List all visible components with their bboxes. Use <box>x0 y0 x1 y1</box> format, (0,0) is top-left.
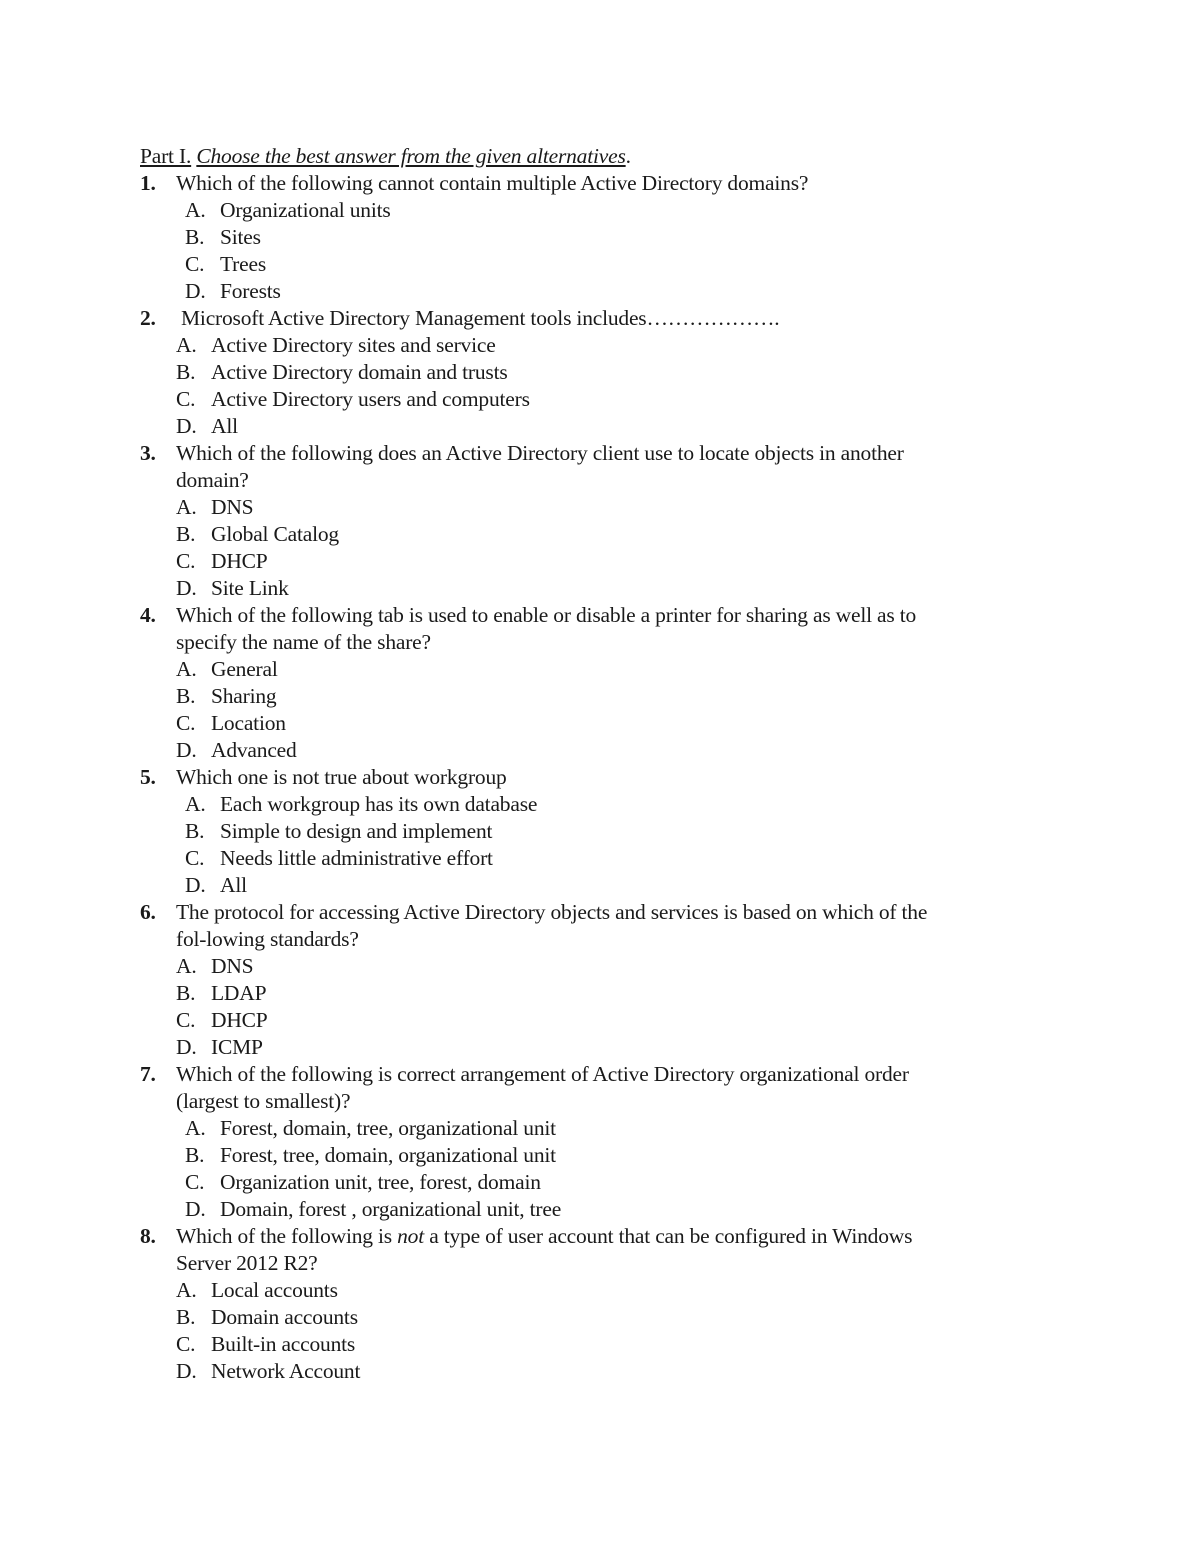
question-text-line-1: Which of the following does an Active Directory client use to locate objects in another <box>176 441 904 465</box>
option-b <box>176 359 1040 386</box>
question-number: 6. <box>140 900 156 924</box>
question-7 <box>140 1061 1040 1223</box>
option-letter: B. <box>176 684 196 708</box>
option-d <box>176 413 1040 440</box>
question-text-line-2: specify the name of the share? <box>176 630 431 654</box>
question-8 <box>140 1223 1040 1385</box>
option-c <box>176 1331 1040 1358</box>
question-stem <box>140 1061 1040 1115</box>
option-c <box>176 548 1040 575</box>
option-letter: D. <box>176 414 197 438</box>
option-text: DNS <box>211 495 254 519</box>
question-text-line-2: domain? <box>176 468 249 492</box>
option-text: Global Catalog <box>211 522 339 546</box>
option-text: Sharing <box>211 684 277 708</box>
option-text: DHCP <box>211 1008 268 1032</box>
question-text-pre: Which of the following is <box>176 1224 392 1248</box>
option-text: LDAP <box>211 981 267 1005</box>
option-a <box>176 656 1040 683</box>
heading-period: . <box>625 144 631 168</box>
option-text: Simple to design and implement <box>220 819 493 843</box>
question-text-line-1: Which of the following is correct arrangement of Active Directory organizational order <box>176 1062 909 1086</box>
option-list <box>140 656 1040 764</box>
option-letter: D. <box>176 738 197 762</box>
option-c <box>176 710 1040 737</box>
option-list <box>140 197 1040 305</box>
option-letter: B. <box>185 819 205 843</box>
option-text: All <box>220 873 247 897</box>
question-number: 5. <box>140 765 156 789</box>
option-letter: A. <box>176 333 197 357</box>
option-text: Forest, tree, domain, organizational unit <box>220 1143 556 1167</box>
option-text: ICMP <box>211 1035 263 1059</box>
option-b <box>185 224 1040 251</box>
option-text: Network Account <box>211 1359 361 1383</box>
question-4 <box>140 602 1040 764</box>
option-text: Each workgroup has its own database <box>220 792 538 816</box>
option-list <box>140 953 1040 1061</box>
option-d <box>185 1196 1040 1223</box>
option-text: Trees <box>220 252 266 276</box>
option-c <box>185 251 1040 278</box>
question-6 <box>140 899 1040 1061</box>
option-letter: B. <box>185 1143 205 1167</box>
question-5 <box>140 764 1040 899</box>
option-text: Location <box>211 711 286 735</box>
exam-body <box>140 143 1040 1385</box>
option-text: Sites <box>220 225 261 249</box>
question-text: Which one is not true about workgroup <box>176 765 507 789</box>
option-text: Built-in accounts <box>211 1332 356 1356</box>
question-text-line-2: fol-lowing standards? <box>176 927 359 951</box>
option-letter: A. <box>176 1278 197 1302</box>
option-d <box>185 278 1040 305</box>
option-d <box>176 1034 1040 1061</box>
option-text: Needs little administrative effort <box>220 846 493 870</box>
option-list <box>140 791 1040 899</box>
option-text: Advanced <box>211 738 297 762</box>
option-text: DNS <box>211 954 254 978</box>
option-letter: C. <box>176 549 196 573</box>
option-letter: D. <box>176 1359 197 1383</box>
option-c <box>176 1007 1040 1034</box>
option-text: Active Directory domain and trusts <box>211 360 508 384</box>
option-letter: B. <box>185 225 205 249</box>
option-text: DHCP <box>211 549 268 573</box>
question-2 <box>140 305 1040 440</box>
option-b <box>176 683 1040 710</box>
option-b <box>176 1304 1040 1331</box>
question-text-line-1: The protocol for accessing Active Directory objects and services is based on which of the <box>176 900 928 924</box>
option-b <box>176 980 1040 1007</box>
question-stem <box>140 1223 1040 1277</box>
question-1 <box>140 170 1040 305</box>
part-label: Part I. <box>140 144 192 168</box>
option-letter: A. <box>176 495 197 519</box>
option-letter: D. <box>185 873 206 897</box>
question-3 <box>140 440 1040 602</box>
option-text: Organization unit, tree, forest, domain <box>220 1170 541 1194</box>
option-c <box>176 386 1040 413</box>
instruction-text: Choose the best answer from the given alternatives <box>196 144 626 168</box>
question-stem <box>140 764 1040 791</box>
question-text: Microsoft Active Directory Management tools includes………………. <box>181 306 780 330</box>
option-d <box>185 872 1040 899</box>
question-number: 3. <box>140 441 156 465</box>
option-a <box>185 1115 1040 1142</box>
option-text: Organizational units <box>220 198 391 222</box>
question-stem <box>140 440 1040 494</box>
section-heading <box>140 143 1040 170</box>
option-b <box>185 1142 1040 1169</box>
option-letter: B. <box>176 981 196 1005</box>
option-letter: B. <box>176 522 196 546</box>
option-letter: A. <box>176 954 197 978</box>
option-letter: C. <box>176 1008 196 1032</box>
option-text: Domain, forest , organizational unit, tree <box>220 1197 562 1221</box>
question-number: 1. <box>140 171 156 195</box>
option-a <box>176 953 1040 980</box>
option-a <box>176 494 1040 521</box>
option-b <box>176 521 1040 548</box>
question-text-line-1: Which of the following tab is used to enable or disable a printer for sharing as well as to <box>176 603 917 627</box>
option-d <box>176 575 1040 602</box>
question-stem <box>140 899 1040 953</box>
option-list <box>140 1277 1040 1385</box>
option-text: Local accounts <box>211 1278 338 1302</box>
option-a <box>185 791 1040 818</box>
option-c <box>185 845 1040 872</box>
option-letter: A. <box>185 198 206 222</box>
option-letter: C. <box>185 1170 205 1194</box>
question-stem <box>140 602 1040 656</box>
option-letter: D. <box>176 576 197 600</box>
option-text: Forests <box>220 279 281 303</box>
option-text: Active Directory users and computers <box>211 387 530 411</box>
option-letter: D. <box>176 1035 197 1059</box>
option-letter: A. <box>176 657 197 681</box>
option-a <box>185 197 1040 224</box>
question-stem <box>140 170 1040 197</box>
option-letter: C. <box>176 1332 196 1356</box>
question-text-line-2: (largest to smallest)? <box>176 1089 351 1113</box>
question-text-line-2: Server 2012 R2? <box>176 1251 318 1275</box>
option-c <box>185 1169 1040 1196</box>
question-number: 2. <box>140 306 156 330</box>
option-a <box>176 1277 1040 1304</box>
question-stem <box>140 305 1040 332</box>
question-number: 4. <box>140 603 156 627</box>
emphasis-not: not <box>397 1224 424 1248</box>
option-text: General <box>211 657 278 681</box>
option-list <box>140 1115 1040 1223</box>
option-list <box>140 494 1040 602</box>
question-number: 8. <box>140 1224 156 1248</box>
option-letter: B. <box>176 360 196 384</box>
option-list <box>140 332 1040 440</box>
option-text: All <box>211 414 238 438</box>
option-letter: A. <box>185 1116 206 1140</box>
option-letter: C. <box>185 252 205 276</box>
option-a <box>176 332 1040 359</box>
option-text: Domain accounts <box>211 1305 358 1329</box>
question-text: Which of the following cannot contain multiple Active Directory domains? <box>176 171 809 195</box>
option-letter: C. <box>185 846 205 870</box>
option-text: Active Directory sites and service <box>211 333 496 357</box>
option-d <box>176 737 1040 764</box>
question-text-post: a type of user account that can be configured in Windows <box>429 1224 913 1248</box>
question-number: 7. <box>140 1062 156 1086</box>
option-d <box>176 1358 1040 1385</box>
option-b <box>185 818 1040 845</box>
option-letter: D. <box>185 1197 206 1221</box>
option-letter: A. <box>185 792 206 816</box>
option-letter: B. <box>176 1305 196 1329</box>
question-text-line-1 <box>176 1223 1040 1250</box>
option-text: Site Link <box>211 576 289 600</box>
option-letter: C. <box>176 387 196 411</box>
option-letter: D. <box>185 279 206 303</box>
option-letter: C. <box>176 711 196 735</box>
option-text: Forest, domain, tree, organizational unit <box>220 1116 556 1140</box>
